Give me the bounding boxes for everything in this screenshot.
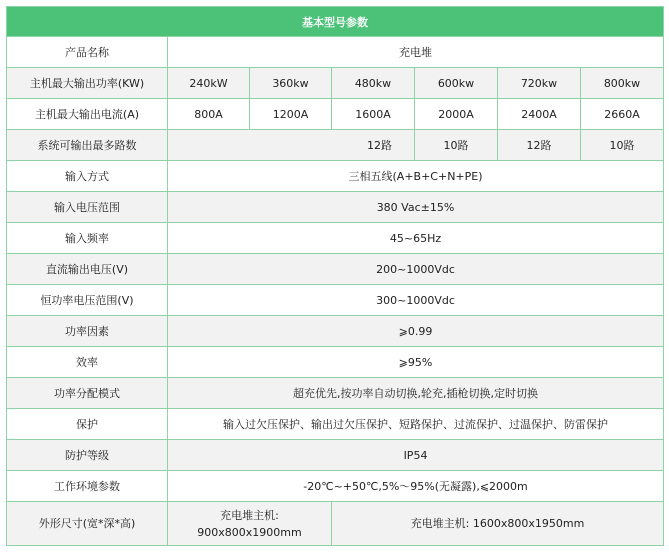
cell-value: 240kW: [168, 68, 250, 99]
cell-value: 800kw: [581, 68, 664, 99]
row-value: 充电堆: [168, 37, 664, 68]
row-label: 直流输出电压(V): [7, 254, 168, 285]
cell-value: 1600A: [332, 99, 415, 130]
row-product-name: [7, 37, 664, 68]
row-protection: [7, 409, 664, 440]
spec-table: [6, 6, 664, 546]
row-value: ⩾0.99: [168, 316, 664, 347]
row-value: 输入过欠压保护、输出过欠压保护、短路保护、过流保护、过温保护、防雷保护: [168, 409, 664, 440]
cell-value: 360kw: [250, 68, 332, 99]
row-label: 产品名称: [7, 37, 168, 68]
row-label: 防护等级: [7, 440, 168, 471]
cell-value: 12路: [168, 130, 415, 161]
cell-value: 2400A: [498, 99, 581, 130]
row-power-mode: [7, 378, 664, 409]
row-ip-rating: [7, 440, 664, 471]
cell-value: 1200A: [250, 99, 332, 130]
row-value: 45~65Hz: [168, 223, 664, 254]
row-value: 300~1000Vdc: [168, 285, 664, 316]
row-dimensions: [7, 502, 664, 546]
cell-value: 480kw: [332, 68, 415, 99]
row-label: 恒功率电压范围(V): [7, 285, 168, 316]
table-title: 基本型号参数: [7, 7, 664, 37]
row-dc-voltage: [7, 254, 664, 285]
row-label: 输入电压范围: [7, 192, 168, 223]
cell-value: 2000A: [415, 99, 498, 130]
row-power-factor: [7, 316, 664, 347]
row-label: 主机最大输出电流(A): [7, 99, 168, 130]
row-input-mode: [7, 161, 664, 192]
cell-value: 充电堆主机: 900x800x1900mm: [168, 502, 332, 546]
row-input-freq: [7, 223, 664, 254]
row-label: 输入频率: [7, 223, 168, 254]
row-const-power-voltage: [7, 285, 664, 316]
row-value: 超充优先,按功率自动切换,轮充,插枪切换,定时切换: [168, 378, 664, 409]
cell-value: 10路: [581, 130, 664, 161]
row-label: 主机最大输出功率(KW): [7, 68, 168, 99]
row-value: 200~1000Vdc: [168, 254, 664, 285]
cell-value: 2660A: [581, 99, 664, 130]
row-max-power: [7, 68, 664, 99]
cell-value: 10路: [415, 130, 498, 161]
row-label: 功率因素: [7, 316, 168, 347]
row-max-current: [7, 99, 664, 130]
row-max-outputs: [7, 130, 664, 161]
row-value: 380 Vac±15%: [168, 192, 664, 223]
row-label: 输入方式: [7, 161, 168, 192]
row-input-voltage: [7, 192, 664, 223]
row-label: 系统可输出最多路数: [7, 130, 168, 161]
row-efficiency: [7, 347, 664, 378]
cell-value: 600kw: [415, 68, 498, 99]
row-label: 效率: [7, 347, 168, 378]
cell-value: 12路: [498, 130, 581, 161]
cell-value: 720kw: [498, 68, 581, 99]
row-label: 外形尺寸(宽*深*高): [7, 502, 168, 546]
row-value: -20℃~+50℃,5%～95%(无凝露),⩽2000m: [168, 471, 664, 502]
row-value: IP54: [168, 440, 664, 471]
row-label: 功率分配模式: [7, 378, 168, 409]
cell-value: 充电堆主机: 1600x800x1950mm: [332, 502, 664, 546]
row-value: 三相五线(A+B+C+N+PE): [168, 161, 664, 192]
row-label: 保护: [7, 409, 168, 440]
row-label: 工作环境参数: [7, 471, 168, 502]
row-value: ⩾95%: [168, 347, 664, 378]
row-environment: [7, 471, 664, 502]
cell-value: 800A: [168, 99, 250, 130]
